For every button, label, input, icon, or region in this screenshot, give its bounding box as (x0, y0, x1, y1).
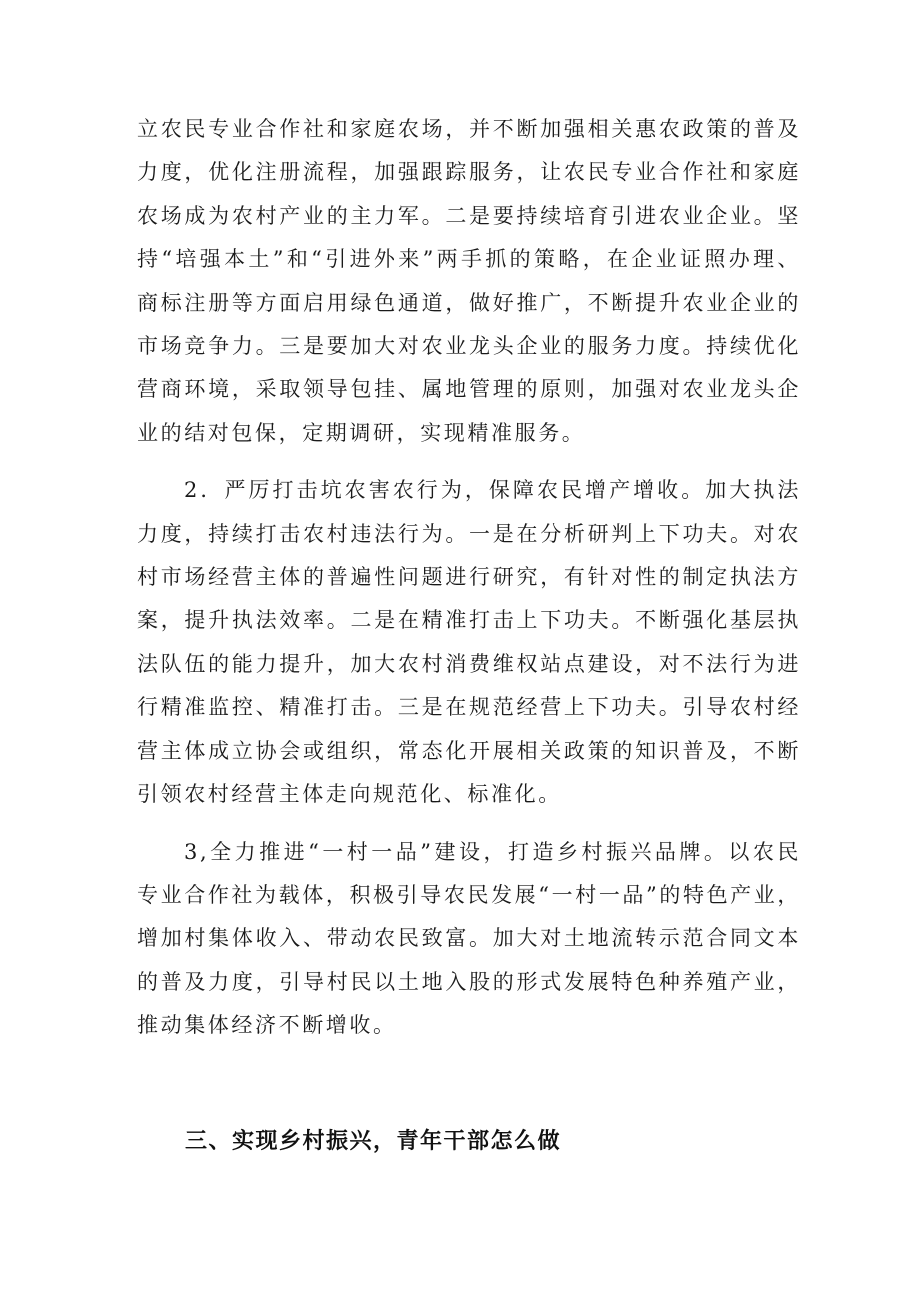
paragraph-continued: 立农民专业合作社和家庭农场，并不断加强相关惠农政策的普及力度，优化注册流程，加强跟踪服务，让农民专业合作社和家庭农场成为农村产业的主力军。二是要持续培育引进农业企业。坚持“培强本土”和“引进外来”两手抓的策略，在企业证照办理、商标注册等方面启用绿色通道，做好推广，不断提升农业企业的市场竞争力。三是要加大对农业龙头企业的服务力度。持续优化营商环境，采取领导包挂、属地管理的原则，加强对农业龙头企业的结对包保，定期调研，实现精准服务。 (137, 117, 801, 445)
paragraph-item-2: 2．严厉打击坑农害农行为，保障农民增产增收。加大执法力度，持续打击农村违法行为。一是在分析研判上下功夫。对农村市场经营主体的普遍性问题进行研究，有针对性的制定执法方案，提升执法效率。二是在精准打击上下功夫。不断强化基层执法队伍的能力提升，加大农村消费维权站点建设，对不法行为进行精准监控、精准打击。三是在规范经营上下功夫。引导农村经营主体成立协会或组织，常态化开展相关政策的知识普及，不断引领农村经营主体走向规范化、标准化。 (137, 478, 801, 807)
paragraph-item-3: 3,全力推进“一村一品”建设，打造乡村振兴品牌。以农民专业合作社为载体，积极引导农民发展“一村一品”的特色产业，增加村集体收入、带动农民致富。加大对土地流转示范合同文本的普及力度，引导村民以土地入股的形式发展特色种养殖产业，推动集体经济不断增收。 (137, 839, 801, 1038)
document-body (137, 108, 801, 1062)
section-heading: 三、实现乡村振兴，青年干部怎么做 (185, 1129, 562, 1154)
